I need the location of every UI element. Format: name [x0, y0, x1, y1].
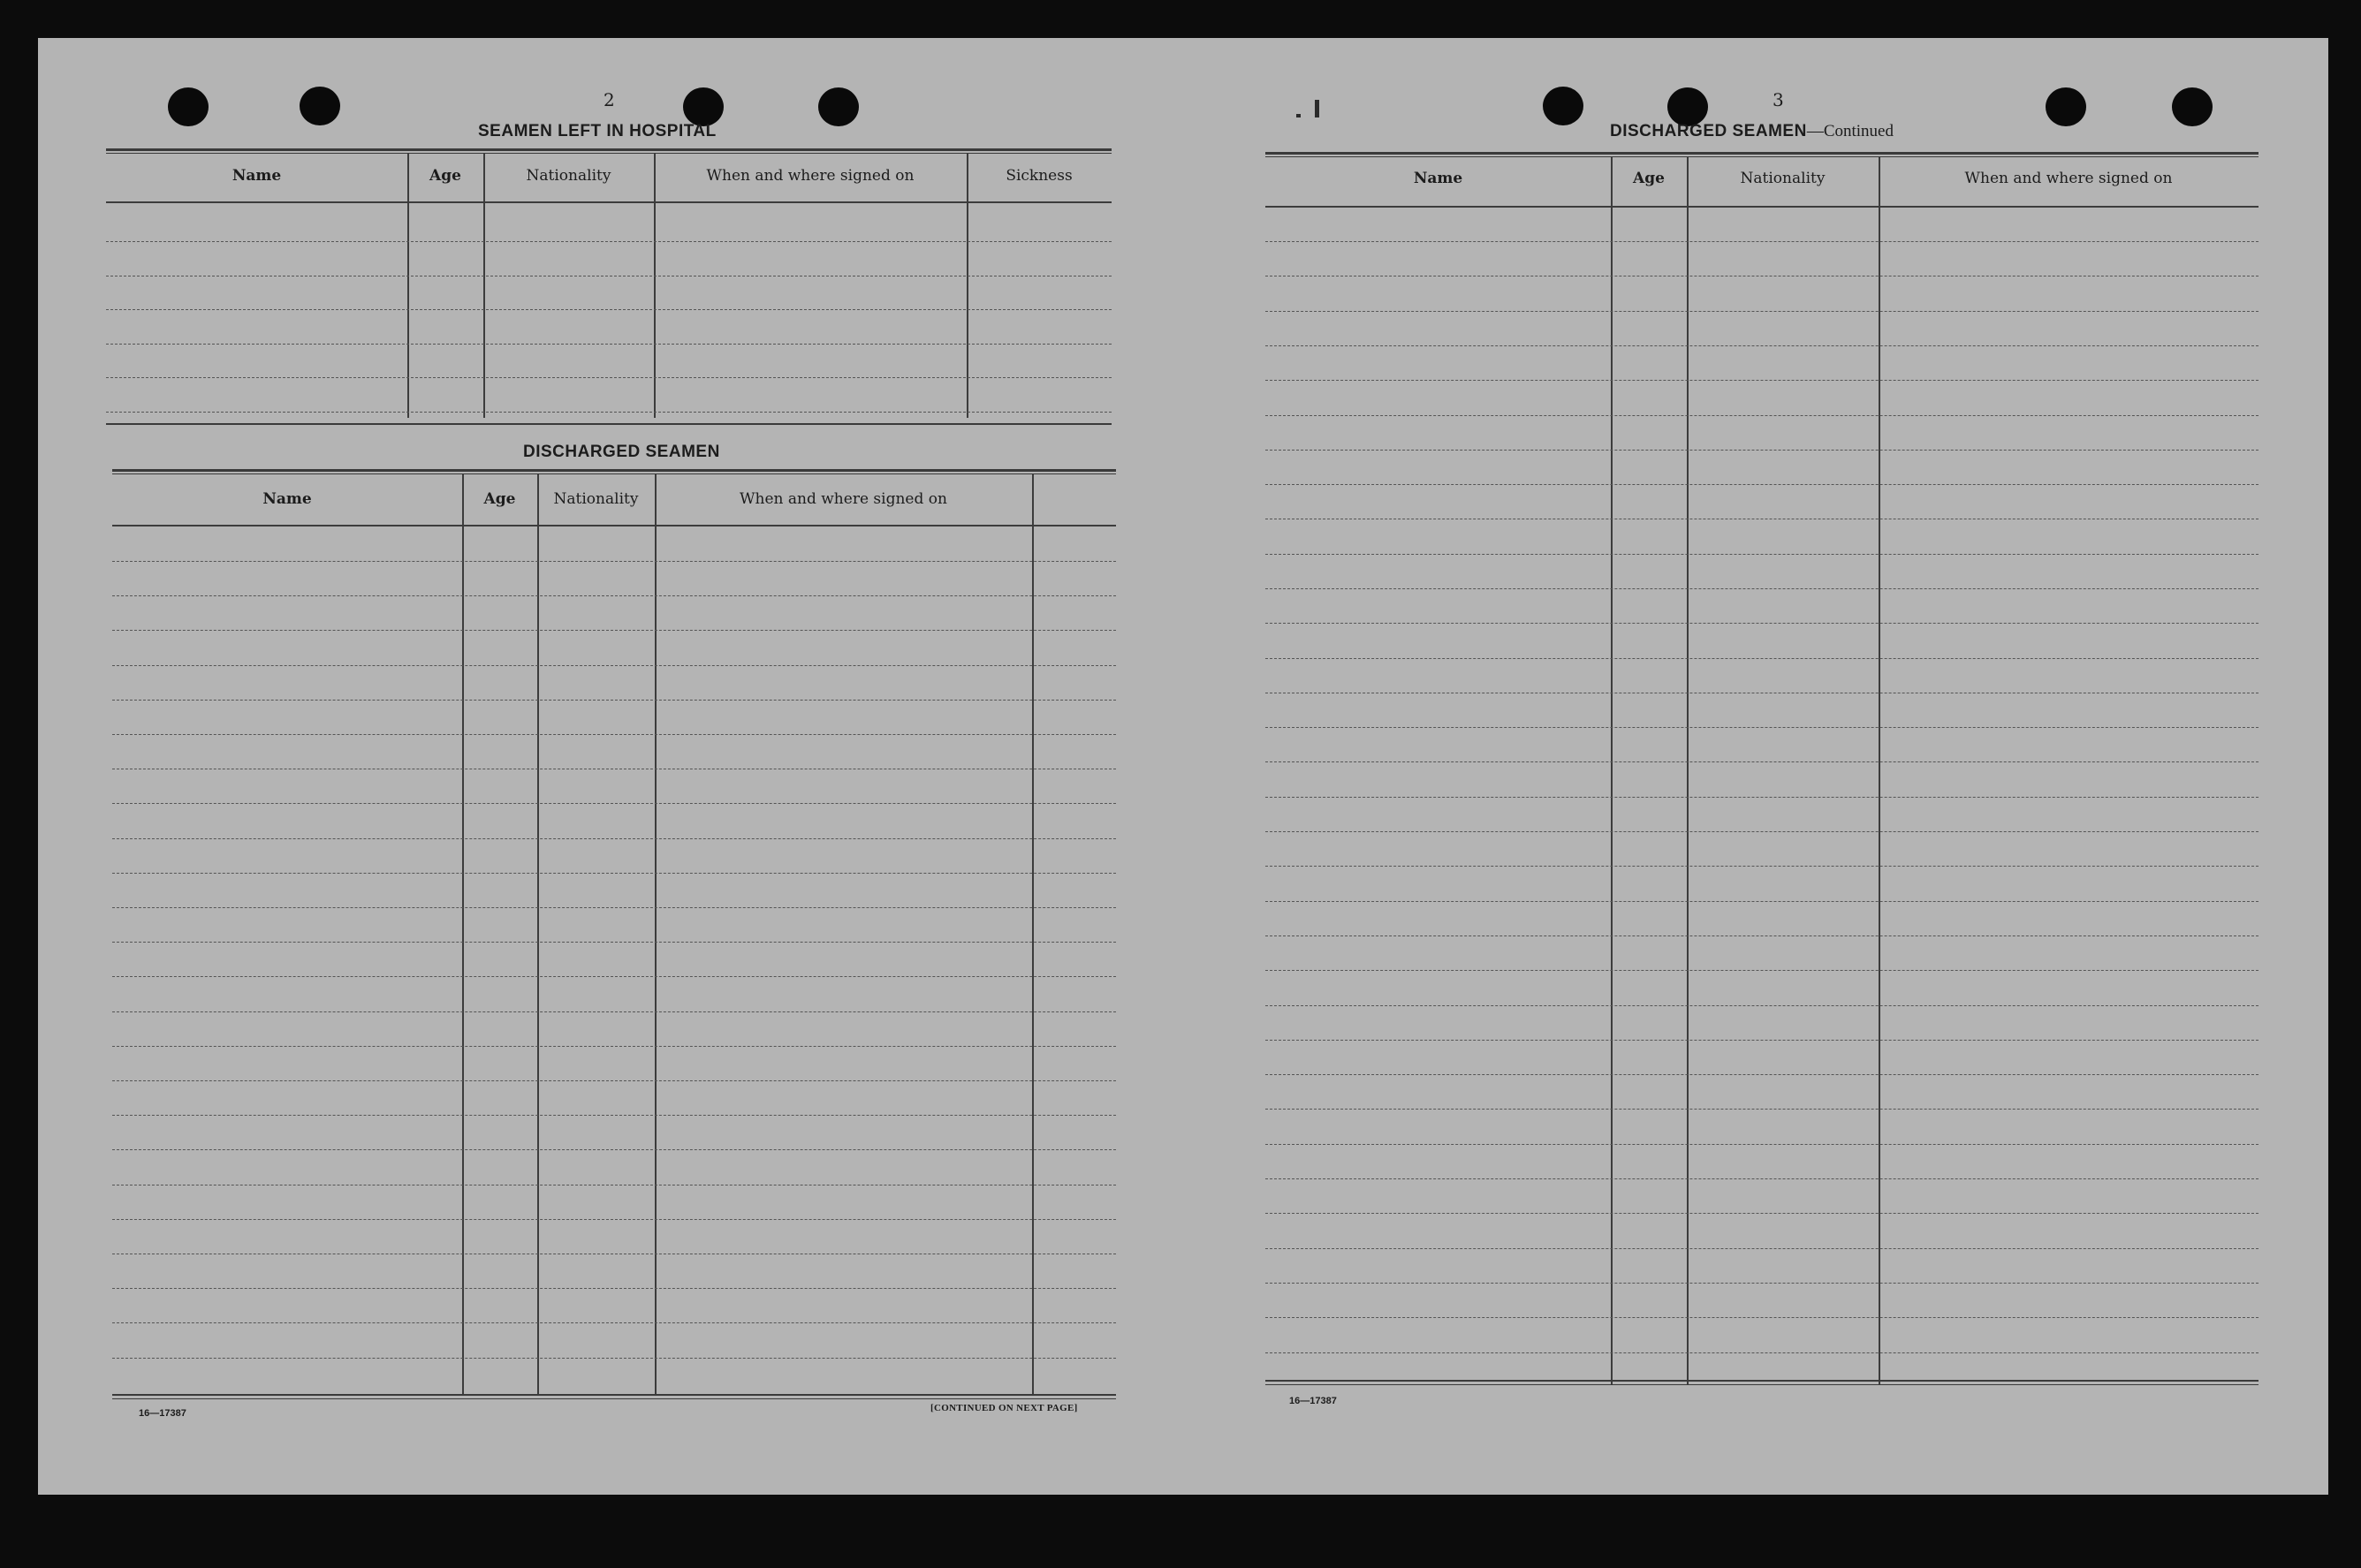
- column-header: Sickness: [1006, 167, 1073, 185]
- row-line: [112, 1011, 1116, 1012]
- column-header: Name: [262, 490, 312, 508]
- table-top-rule: [106, 148, 1112, 151]
- ink-mark: [1315, 100, 1319, 117]
- page-number-left: 2: [604, 89, 615, 110]
- punch-hole: [300, 87, 340, 125]
- row-line: [112, 665, 1116, 666]
- table-bottom-rule: [1265, 1380, 2259, 1382]
- column-header: When and where signed on: [706, 167, 915, 185]
- header-rule: [112, 525, 1116, 526]
- column-divider: [654, 154, 656, 418]
- row-line: [1265, 623, 2259, 624]
- table-top-rule: [112, 469, 1116, 472]
- row-line: [1265, 866, 2259, 867]
- punch-hole: [2172, 87, 2213, 126]
- row-line: [1265, 1005, 2259, 1006]
- continued-section-title-suffix: —Continued: [1806, 122, 1894, 140]
- ink-mark: [1296, 114, 1301, 117]
- row-line: [1265, 450, 2259, 451]
- punch-hole: [683, 87, 724, 126]
- table-bottom-rule: [112, 1394, 1116, 1396]
- row-line: [112, 838, 1116, 839]
- row-line: [112, 942, 1116, 943]
- row-line: [1265, 554, 2259, 555]
- column-header: Name: [1413, 170, 1463, 187]
- table-bottom-rule-thin: [112, 1398, 1116, 1399]
- column-divider: [1611, 157, 1613, 1385]
- column-header: Nationality: [553, 490, 639, 508]
- column-header: Name: [232, 167, 282, 185]
- row-line: [1265, 727, 2259, 728]
- row-line: [1265, 588, 2259, 589]
- hospital-bottom-rule: [106, 423, 1112, 425]
- row-line: [112, 630, 1116, 631]
- continued-section-title-main: DISCHARGED SEAMEN: [1610, 122, 1807, 140]
- row-line: [1265, 1317, 2259, 1318]
- row-line: [1265, 311, 2259, 312]
- column-header: Age: [483, 490, 516, 508]
- table-top-rule-thin: [112, 473, 1116, 474]
- continued-section-title: [1610, 122, 1894, 141]
- punch-hole: [2046, 87, 2086, 126]
- row-line: [106, 309, 1112, 310]
- row-line: [106, 241, 1112, 242]
- continued-note: [CONTINUED ON NEXT PAGE]: [930, 1403, 1078, 1413]
- row-line: [112, 561, 1116, 562]
- ledger-sheet: [38, 38, 2328, 1495]
- row-line: [1265, 831, 2259, 832]
- punch-hole: [1667, 87, 1708, 126]
- row-line: [1265, 1352, 2259, 1353]
- discharged-section-title: DISCHARGED SEAMEN: [523, 443, 720, 461]
- row-line: [112, 1046, 1116, 1047]
- form-number-right: 16—17387: [1289, 1396, 1337, 1406]
- row-line: [1265, 761, 2259, 762]
- column-divider: [1687, 157, 1689, 1385]
- row-line: [1265, 241, 2259, 242]
- row-line: [106, 412, 1112, 413]
- column-divider: [407, 154, 409, 418]
- column-divider: [1879, 157, 1880, 1385]
- row-line: [106, 344, 1112, 345]
- row-line: [1265, 1040, 2259, 1041]
- row-line: [1265, 345, 2259, 346]
- punch-hole: [1543, 87, 1583, 125]
- punch-hole: [818, 87, 859, 126]
- row-line: [112, 700, 1116, 701]
- column-header: When and where signed on: [1964, 170, 2173, 187]
- header-rule: [106, 201, 1112, 203]
- table-bottom-rule-thin: [1265, 1384, 2259, 1385]
- row-line: [1265, 1213, 2259, 1214]
- row-line: [1265, 1178, 2259, 1179]
- row-line: [1265, 380, 2259, 381]
- row-line: [1265, 797, 2259, 798]
- column-divider: [655, 474, 657, 1394]
- column-divider: [1032, 474, 1034, 1394]
- row-line: [112, 595, 1116, 596]
- row-line: [1265, 1109, 2259, 1110]
- row-line: [1265, 970, 2259, 971]
- row-line: [112, 1358, 1116, 1359]
- row-line: [112, 907, 1116, 908]
- column-header: Age: [429, 167, 461, 185]
- row-line: [112, 1322, 1116, 1323]
- column-divider: [462, 474, 464, 1394]
- hospital-section-title: SEAMEN LEFT IN HOSPITAL: [478, 122, 717, 140]
- row-line: [112, 1115, 1116, 1116]
- column-divider: [483, 154, 485, 418]
- row-line: [112, 734, 1116, 735]
- row-line: [1265, 935, 2259, 936]
- row-line: [112, 1219, 1116, 1220]
- column-header: Age: [1633, 170, 1665, 187]
- row-line: [1265, 484, 2259, 485]
- row-line: [1265, 658, 2259, 659]
- page-number-right: 3: [1773, 89, 1784, 110]
- table-top-rule: [1265, 152, 2259, 155]
- column-header: When and where signed on: [740, 490, 947, 508]
- punch-hole: [168, 87, 209, 126]
- row-line: [1265, 901, 2259, 902]
- row-line: [112, 1288, 1116, 1289]
- column-divider: [967, 154, 968, 418]
- column-header: Nationality: [1740, 170, 1826, 187]
- form-number-left: 16—17387: [139, 1408, 186, 1419]
- column-divider: [537, 474, 539, 1394]
- row-line: [1265, 1074, 2259, 1075]
- row-line: [1265, 1248, 2259, 1249]
- row-line: [1265, 1144, 2259, 1145]
- row-line: [112, 873, 1116, 874]
- column-header: Nationality: [526, 167, 611, 185]
- row-line: [112, 1149, 1116, 1150]
- row-line: [106, 377, 1112, 378]
- header-rule: [1265, 206, 2259, 208]
- table-top-rule-thin: [106, 153, 1112, 154]
- row-line: [1265, 415, 2259, 416]
- row-line: [1265, 1283, 2259, 1284]
- row-line: [112, 1080, 1116, 1081]
- row-line: [112, 803, 1116, 804]
- row-line: [112, 976, 1116, 977]
- table-top-rule-thin: [1265, 156, 2259, 157]
